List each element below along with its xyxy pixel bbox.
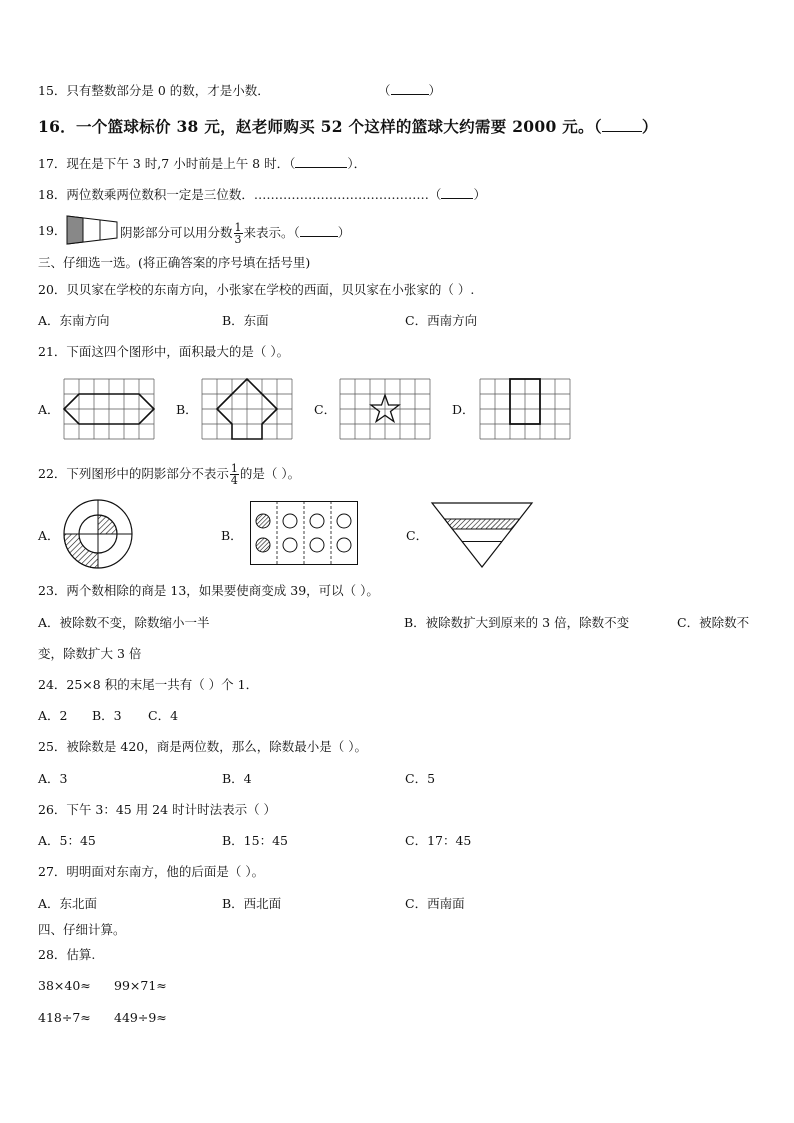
question-23: 23．两个数相除的商是 13，如果要使商变成 39，可以（ ）。 xyxy=(38,583,379,598)
q19-answer-blank[interactable]: （ ） xyxy=(293,225,351,240)
q28-item-2[interactable]: 99×71≈ xyxy=(114,978,167,993)
q22-option-c-label[interactable]: C． xyxy=(406,528,429,543)
q28-item-3[interactable]: 418÷7≈ xyxy=(38,1010,91,1025)
question-25: 25．被除数是 420，商是两位数，那么，除数最小是（ ）。 xyxy=(38,739,367,754)
q22-option-a-label[interactable]: A． xyxy=(38,528,60,543)
q21-option-d-label[interactable]: D． xyxy=(452,402,475,417)
q26-option-b[interactable]: B．15：45 xyxy=(222,833,288,848)
q19-number: 19． xyxy=(38,223,67,238)
q17-text: 17．现在是下午 3 时,7 小时前是上午 8 时． xyxy=(38,156,290,171)
q23-option-a[interactable]: A．被除数不变，除数缩小一半 xyxy=(38,615,210,630)
q25-option-c[interactable]: C．5 xyxy=(405,771,436,786)
ring-figure-icon[interactable] xyxy=(62,498,134,570)
q21-option-a-label[interactable]: A． xyxy=(38,402,60,417)
q20-option-a[interactable]: A．东南方向 xyxy=(38,313,110,328)
grid-lines xyxy=(340,379,430,439)
q25-option-b[interactable]: B．4 xyxy=(222,771,252,786)
question-24: 24．25×8 积的末尾一共有（ ）个 1． xyxy=(38,677,259,692)
question-15 xyxy=(38,82,270,100)
grid-figure-b-house-icon[interactable] xyxy=(202,379,292,439)
q27-option-b[interactable]: B．西北面 xyxy=(222,896,282,911)
grid-lines xyxy=(64,379,154,439)
q23-option-b[interactable]: B．被除数扩大到原来的 3 倍，除数不变 xyxy=(404,615,630,630)
q26-option-c[interactable]: C．17：45 xyxy=(405,833,472,848)
q27-option-a[interactable]: A．东北面 xyxy=(38,896,98,911)
q21-option-c-label[interactable]: C． xyxy=(314,402,337,417)
q28-item-4[interactable]: 449÷9≈ xyxy=(114,1010,167,1025)
grid-figure-a-hexagon-icon[interactable] xyxy=(64,379,154,439)
q19-text-a: 阴影部分可以用分数 xyxy=(120,225,233,240)
inverted-triangle-figure-icon[interactable] xyxy=(432,503,532,567)
section-3-heading: 三、仔细选一选。(将正确答案的序号填在括号里) xyxy=(38,255,311,270)
question-16 xyxy=(38,118,658,136)
q18-text: 18．两位数乘两位数积一定是三位数．…………………………………… xyxy=(38,187,429,202)
q24-option-c[interactable]: C．4 xyxy=(148,708,179,723)
question-26: 26．下午 3：45 用 24 时计时法表示（ ） xyxy=(38,802,277,817)
section-4-heading: 四、仔细计算。 xyxy=(38,922,126,937)
question-22: 22．下列图形中的阴影部分不表示 $\frac{1}{4}$ 的是（ ）。 xyxy=(38,462,301,487)
fraction-one-third: $\frac{1}{3}$ xyxy=(234,221,242,246)
paren-close: ） xyxy=(428,83,442,98)
question-21: 21．下面这四个图形中，面积最大的是（ ）。 xyxy=(38,344,290,359)
q16-answer-blank[interactable]: （ ） xyxy=(593,117,658,136)
q15-answer-blank[interactable] xyxy=(378,82,441,100)
paren-open: （ xyxy=(378,83,391,98)
q19-body xyxy=(120,222,350,245)
question-28: 28．估算. xyxy=(38,947,96,962)
q25-option-a[interactable]: A．3 xyxy=(38,771,68,786)
question-19 xyxy=(38,222,66,240)
grid-figure-d-rectangle-icon[interactable] xyxy=(480,379,570,439)
q18-answer-blank[interactable]: （ ） xyxy=(428,187,486,202)
q22-option-b-label[interactable]: B． xyxy=(221,528,243,543)
question-18 xyxy=(38,186,486,204)
question-17 xyxy=(38,155,366,173)
q28-item-1[interactable]: 38×40≈ xyxy=(38,978,91,993)
grid-lines xyxy=(202,379,292,439)
q23-option-c-continued: 变，除数扩大 3 倍 xyxy=(38,646,142,661)
question-27: 27．明明面对东南方，他的后面是（ ）。 xyxy=(38,864,265,879)
grid-figure-c-star-icon[interactable] xyxy=(340,379,430,439)
q17-answer-blank[interactable]: （ ）． xyxy=(289,156,367,171)
q15-text: 15．只有整数部分是 0 的数，才是小数． xyxy=(38,83,270,98)
q24-option-b[interactable]: B．3 xyxy=(92,708,122,723)
q19-text-b: 来表示。 xyxy=(243,225,294,240)
q23-option-c[interactable]: C．被除数不 xyxy=(677,615,750,630)
grid-lines xyxy=(480,379,570,439)
fraction-one-quarter: $\frac{1}{4}$ xyxy=(230,462,238,487)
trapezoid-figure-icon xyxy=(67,216,119,244)
q16-text: 16．一个篮球标价 38 元，赵老师购买 52 个这样的篮球大约需要 2000 元。 xyxy=(38,117,594,136)
question-20: 20．贝贝家在学校的东南方向，小张家在学校的西面，贝贝家在小张家的（ ）. xyxy=(38,282,475,297)
q26-option-a[interactable]: A．5：45 xyxy=(38,833,96,848)
q24-option-a[interactable]: A．2 xyxy=(38,708,68,723)
circles-grid-figure-icon[interactable] xyxy=(250,501,358,565)
q27-option-c[interactable]: C．西南面 xyxy=(405,896,465,911)
q21-option-b-label[interactable]: B． xyxy=(176,402,198,417)
q20-option-b[interactable]: B．东面 xyxy=(222,313,269,328)
q20-option-c[interactable]: C．西南方向 xyxy=(405,313,478,328)
